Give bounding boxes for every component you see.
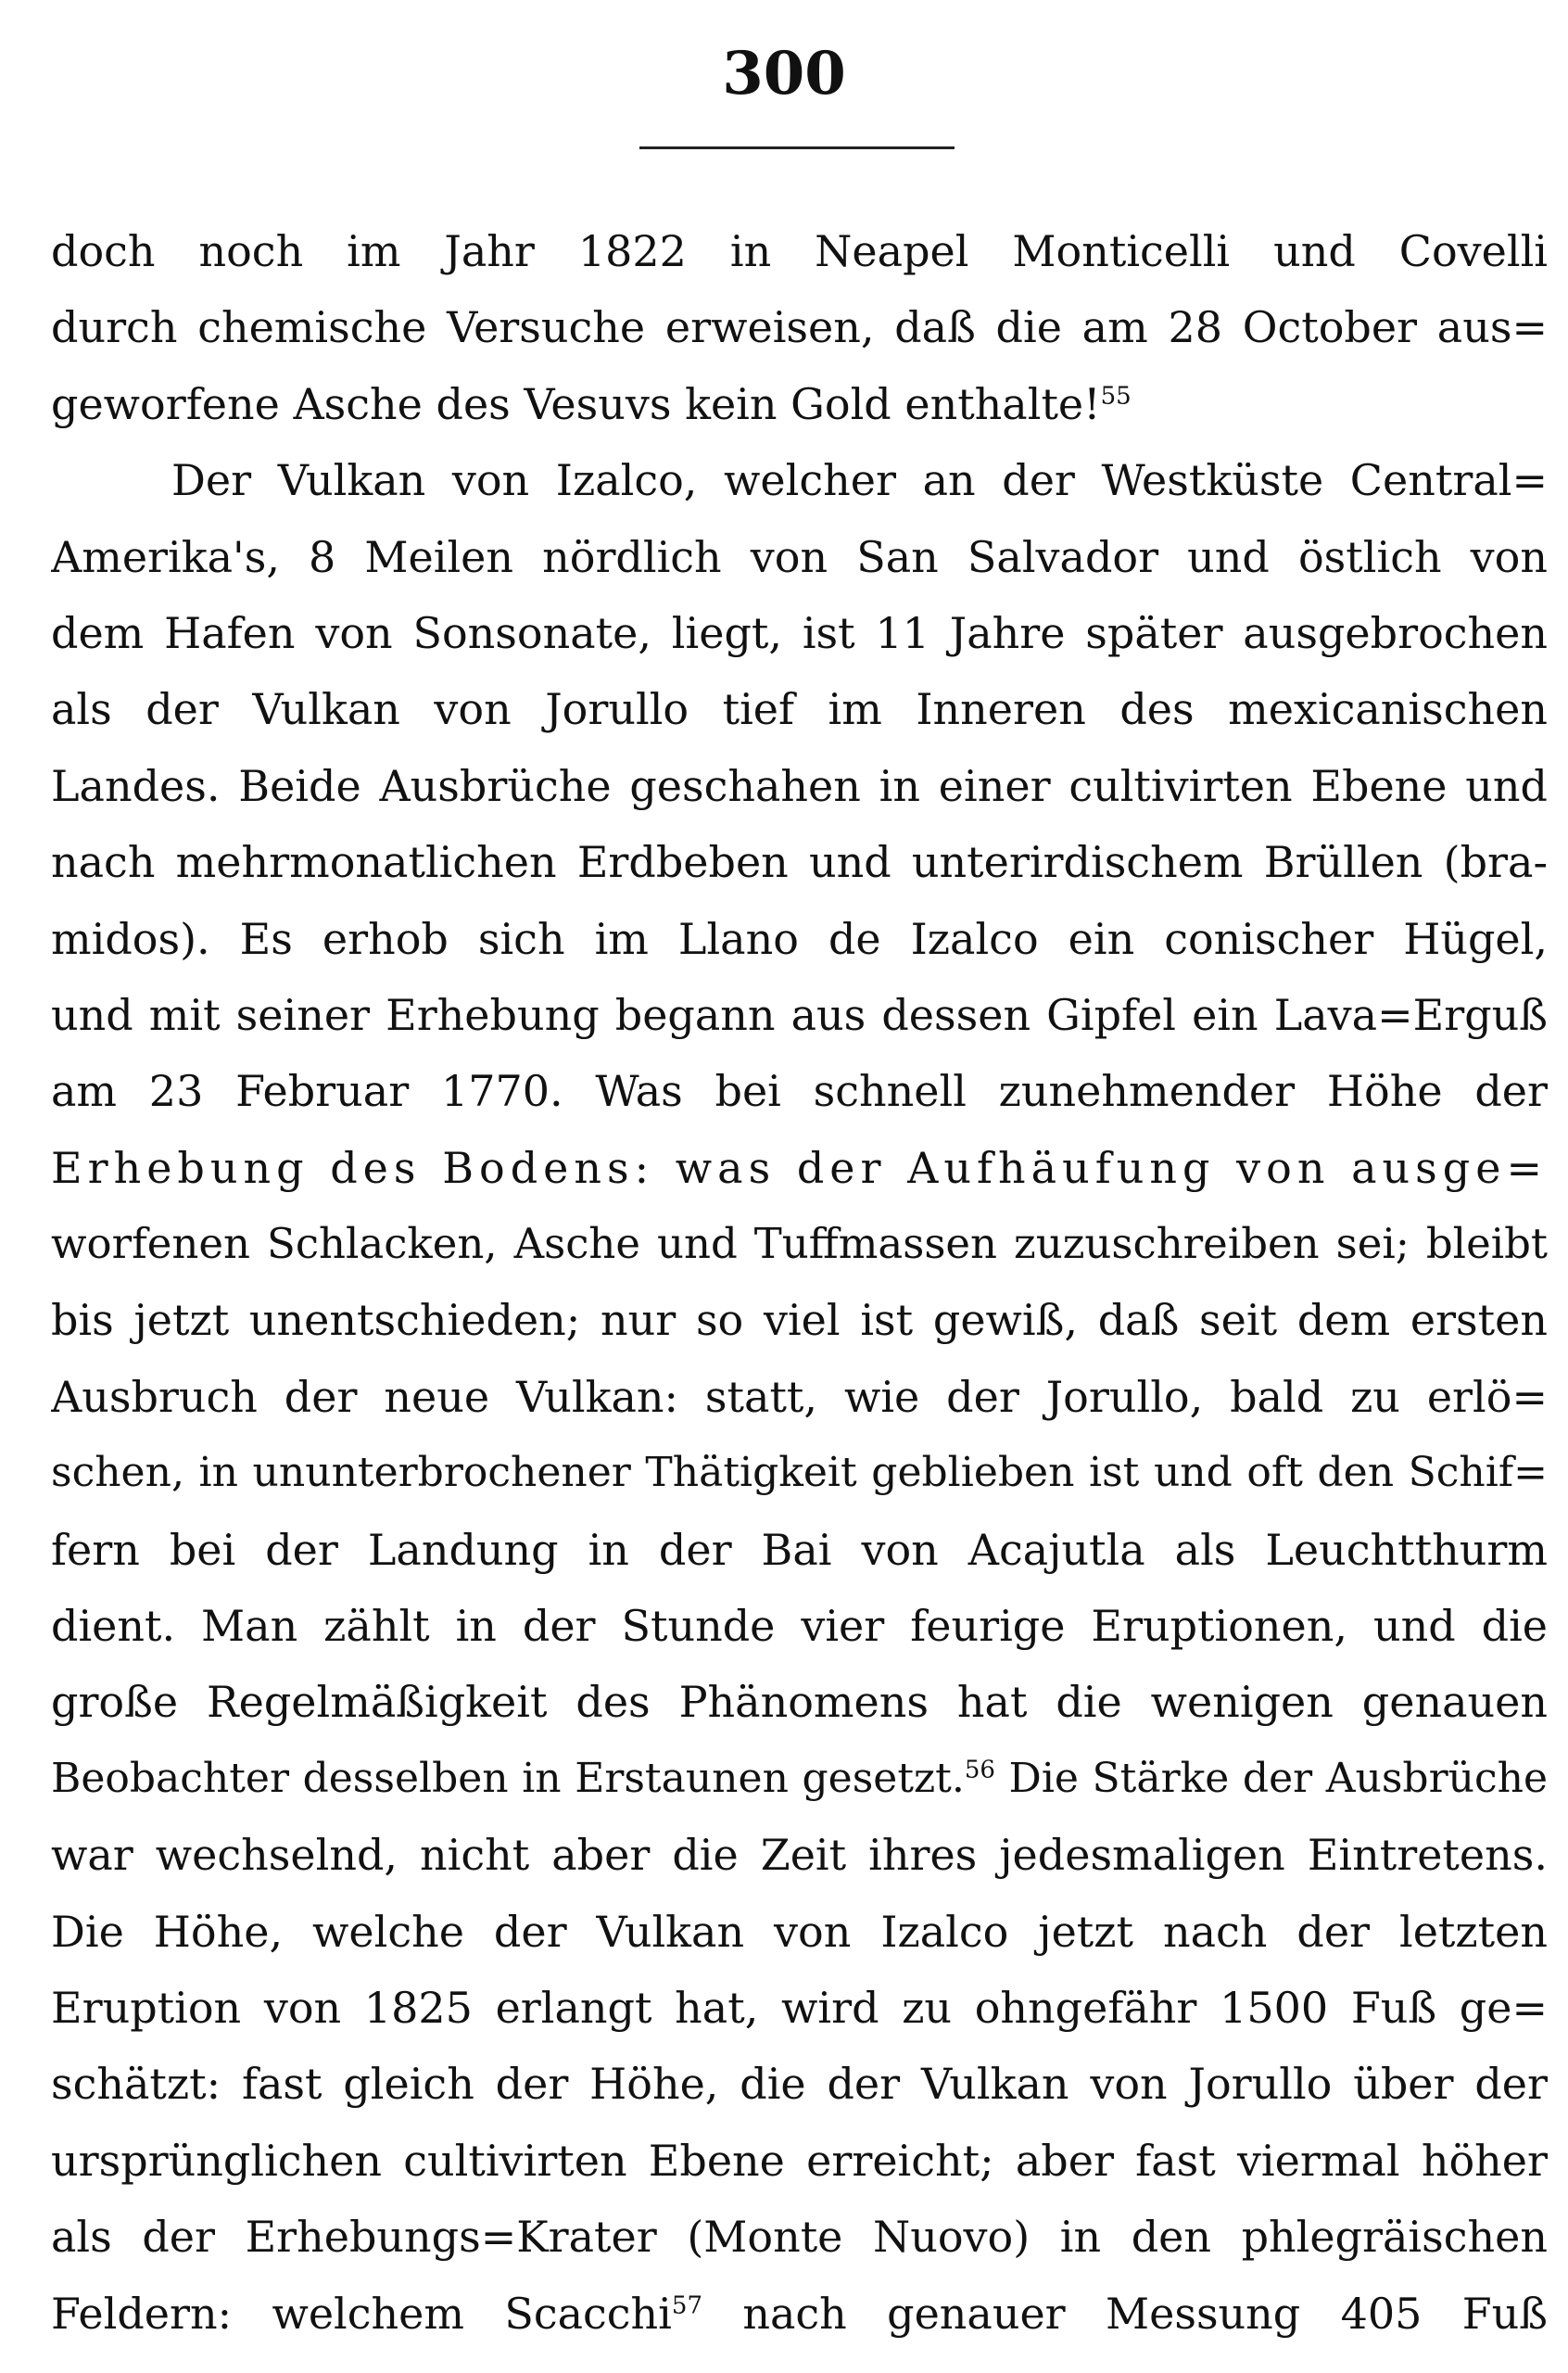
text-line	[51, 366, 1548, 442]
text-line: als der Erhebungs=Krater (Monte Nuovo) in den phlegräischen	[51, 2212, 1548, 2263]
text-line: dem Hafen von Sonsonate, liegt, ist 11 Jahre später ausgebrochen	[51, 607, 1548, 658]
text-line: fern bei der Landung in der Bai von Acajutla als Leuchtthurm	[51, 1524, 1548, 1575]
text-line: nach mehrmonatlichen Erdbeben und unterirdischem Brüllen (bra-	[51, 837, 1548, 888]
footnote-ref-55: 55	[1100, 382, 1132, 411]
text-line: Ausbruch der neue Vulkan: statt, wie der Jorullo, bald zu erlö=	[51, 1371, 1548, 1422]
text-line: midos). Es erhob sich im Llano de Izalco ein conischer Hügel,	[51, 913, 1548, 964]
text-line: und mit seiner Erhebung begann aus dessen Gipfel ein Lava=Erguß	[51, 989, 1548, 1040]
text-line: dient. Man zählt in der Stunde vier feurige Eruptionen, und die	[51, 1601, 1548, 1652]
header-rule	[639, 146, 955, 149]
text-line-content: Beobachter desselben in Erstaunen gesetzt.	[51, 1754, 965, 1802]
text-line: durch chemische Versuche erweisen, daß die am 28 October aus=	[51, 302, 1548, 353]
text-line: schätzt: fast gleich der Höhe, die der Vulkan von Jorullo über der	[51, 2059, 1548, 2110]
page-number: 300	[722, 39, 846, 108]
text-line: Landes. Beide Ausbrüche geschahen in einer cultivirten Ebene und	[51, 760, 1548, 811]
text-line-content-tail: Die Stärke der Ausbrüche	[994, 1754, 1548, 1802]
footnote-ref-56: 56	[964, 1756, 995, 1784]
footnote-ref-57: 57	[671, 2291, 702, 2320]
text-line: am 23 Februar 1770. Was bei schnell zunehmender Höhe der	[51, 1066, 1548, 1117]
text-line-content: geworfene Asche des Vesuvs kein Gold enthalte!	[51, 378, 1101, 429]
text-line: war wechselnd, nicht aber die Zeit ihres jedesmaligen Eintretens.	[51, 1830, 1548, 1881]
text-line: Amerika's, 8 Meilen nördlich von San Salvador und östlich von	[51, 531, 1548, 582]
text-line: große Regelmäßigkeit des Phänomens hat die wenigen genauen	[51, 1677, 1548, 1728]
text-line: als der Vulkan von Jorullo tief im Inneren des mexicanischen	[51, 684, 1548, 735]
text-line: Die Höhe, welche der Vulkan von Izalco jetzt nach der letzten	[51, 1906, 1548, 1957]
text-line: worfenen Schlacken, Asche und Tuffmassen zuzuschreiben sei; bleibt	[51, 1219, 1548, 1269]
text-line: ursprünglichen cultivirten Ebene erreicht; aber fast viermal höher	[51, 2135, 1548, 2186]
text-line-content-tail: nach genauer Messung 405 Fuß	[702, 2288, 1548, 2339]
text-line-paragraph-start: Der Vulkan von Izalco, welcher an der Westküste Central=	[171, 455, 1548, 506]
text-line	[51, 1741, 1548, 1817]
text-line-emphasized: Erhebung des Bodens: was der Aufhäufung von ausge=	[51, 1142, 1548, 1193]
text-line: Eruption von 1825 erlangt hat, wird zu ohngefähr 1500 Fuß ge=	[51, 1982, 1548, 2033]
text-line-content: Feldern: welchem Scacchi	[51, 2288, 672, 2339]
text-line	[51, 2276, 1548, 2352]
body-text	[51, 213, 1548, 2352]
text-line: doch noch im Jahr 1822 in Neapel Monticelli und Covelli	[51, 226, 1548, 276]
text-line: bis jetzt unentschieden; nur so viel ist gewiß, daß seit dem ersten	[51, 1295, 1548, 1346]
text-line: schen, in ununterbrochener Thätigkeit geblieben ist und oft den Schif=	[51, 1449, 1548, 1497]
